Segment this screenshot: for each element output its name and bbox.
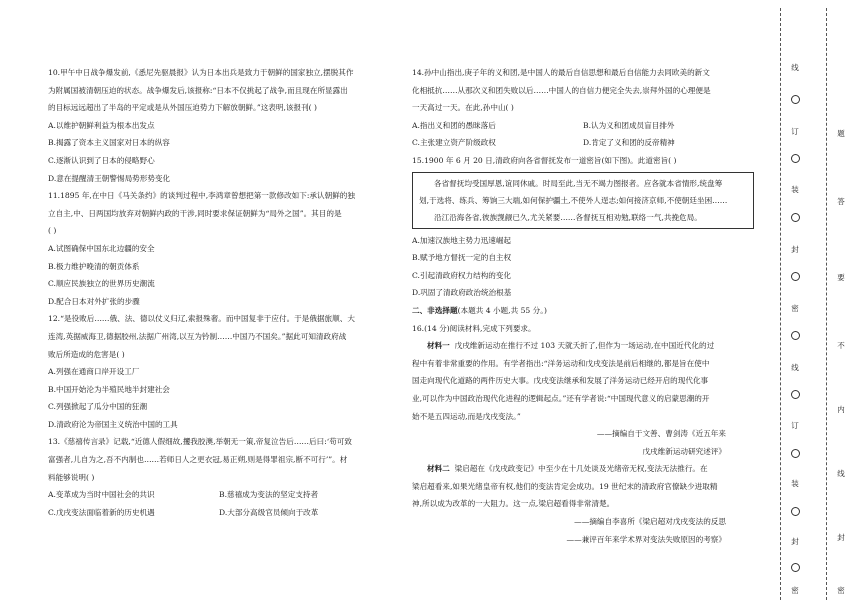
option-c: C.戊戌变法面临着新的历史机遇 [48,507,155,517]
section-title: 二、非选择题 [412,305,458,315]
right-column [412,64,754,548]
question-text: 连湾,英据威海卫,德据胶州,法据广州湾,以互为钤制……中国乃不国矣。”据此可知清政府战 [48,331,347,341]
option-a: A.变革成为当时中国社会的共识 [48,490,155,500]
binding-char: 封 [791,537,799,546]
source-citation: 戊戌维新运动研究述评》 [642,446,726,456]
question-12 [48,310,390,433]
binding-circle [791,95,800,104]
binding-line-inner [826,8,827,600]
binding-line-outer [780,8,781,600]
binding-char: 装 [791,479,799,488]
question-text: 富强者,儿自为之,吾不内制也……若师日人之更衣冠,易正朔,则是得罪祖宗,断不可行’”。材 [48,455,348,465]
question-15 [412,152,754,302]
option-a: A.以维护朝鲜利益为根本出发点 [48,120,155,130]
edict-text: 划,于选将、练兵、筹饷三大端,如何保护疆土,不使外人逞志;如何接济京师,不使朝廷坐困…… [419,195,728,205]
material-tag: 材料一 [427,341,450,351]
material-text: 戊戌维新运动在推行不过 103 天就夭折了,但作为一场运动,在中国近代化的过 [454,341,715,351]
question-text: 11.1895 年,在中日《马关条约》的谈判过程中,李鸿章曾想把第一款修改如下:承认朝鲜的独 [48,191,355,201]
material-text: 程中有着非常重要的作用。有学者指出:“洋务运动和戊戌变法是前后相继的,都是旨在使中 [412,358,710,368]
binding-char: 线 [837,469,845,478]
binding-char: 线 [791,63,799,72]
binding-char: 封 [791,245,799,254]
binding-circle [791,390,800,399]
question-intro: 16.(14 分)阅读材料,完成下列要求。 [412,323,536,333]
option-c: C.主张建立资产阶级政权 [412,138,496,148]
binding-char: 题 [837,129,845,138]
material-tag: 材料二 [427,464,450,474]
option-b: B.极力维护晚清的朝贡体系 [48,261,140,271]
binding-char: 密 [791,586,799,595]
binding-char: 封 [837,533,845,542]
binding-char: 答 [837,197,845,206]
binding-char: 线 [791,363,799,372]
option-b: B.认为义和团成员盲目排外 [583,120,675,130]
material-text: 神,所以成为改革的一大阻力。这一点,梁启超看得非常清楚。 [412,499,615,509]
option-d: D.配合日本对外扩张的步骤 [48,296,140,306]
material-text: 国走向现代化道路的两件历史大事。戊戌变法继承和发展了洋务运动已经开启的现代化事 [412,376,709,386]
option-row [412,117,754,135]
option-c: C.顺应民族独立的世界历史潮流 [48,279,155,289]
material-two-first-line [412,460,754,478]
option-a: A.指出义和团的愚昧落后 [412,120,496,130]
question-text: 的目标远远超出了半岛的平定或是从外国压迫势力下解放朝鲜。”这表明,该报刊( ) [48,103,318,113]
question-text: ( ) [48,226,57,236]
binding-circle [791,272,800,281]
binding-circle [791,154,800,163]
option-row [48,504,390,522]
option-row [412,134,754,152]
binding-circle [791,213,800,222]
option-d: D.巩固了清政府政治统治根基 [412,288,512,298]
left-column [48,64,390,521]
question-text: 为附属国被清朝压迫的状态。战争爆发后,该报称:“日本不仅挑起了战争,而且现在所显露出 [48,85,348,95]
question-text: 12.“是役败后……俄、法、德以仗义归辽,索报殊奢。而中国复非于应付。于是俄据旅顺、大 [48,314,355,324]
option-b: B.慈禧成为变法的坚定支持者 [219,490,319,500]
binding-char: 不 [837,341,845,350]
edict-text: 各省督抚均受国厚恩,谊同休戚。时局至此,当无不竭力图报者。应各就本省情形,统盘筹 [434,178,723,188]
option-c: C.引起清政府权力结构的变化 [412,270,512,280]
option-row [48,486,390,504]
binding-char: 订 [791,421,799,430]
option-b: B.赋予地方督抚一定的自主权 [412,253,512,263]
material-text: 业,可以作为中国政治现代化进程的逻辑起点。”还有学者说:“中国现代意义的启蒙思潮的开 [412,393,710,403]
option-b: B.揭露了资本主义国家对日本的纵容 [48,138,170,148]
option-a: A.试图确保中国东北边疆的安全 [48,243,155,253]
question-text: 一天高过一天。在此,孙中山( ) [412,103,514,113]
section-desc: (本题共 4 小题,共 55 分。) [457,305,548,315]
source-citation: ——摘编自李喜所《梁启超对戊戌变法的反思 [574,517,726,527]
question-10 [48,64,390,187]
material-text: 始不是五四运动,而是戊戌变法。” [412,411,521,421]
question-text: 10.甲午中日战争爆发前,《悉尼先驱晨报》认为日本出兵是致力于朝鲜的国家独立,摆脱其作 [48,68,354,77]
question-text: 立自主,中、日两国均放弃对朝鲜内政的干涉,同时要求保证朝鲜为“局外之国”。其目的是 [48,208,342,218]
binding-char: 要 [837,273,845,282]
option-d: D.清政府沦为帝国主义统治中国的工具 [48,419,178,429]
material-text: 梁启超看来,如果光绪皇帝有权,他们的变法肯定会成功。19 世纪末的清政府官僚缺少进取精 [412,481,718,491]
binding-char: 内 [837,405,845,414]
edict-text: 沿江沿海各省,彼族觊觎已久,尤关紧要……各督抚互相劝勉,联络一气,共挽危局。 [434,212,702,222]
binding-char: 密 [791,304,799,313]
source-citation: ——兼评百年来学术界对变法失败原因的考察》 [566,534,726,544]
binding-char: 密 [837,586,845,595]
material-text: 梁启超在《戊戌政变记》中至少在十几处谈及光绪帝无权,变法无法推行。在 [454,464,708,474]
binding-circle [791,507,800,516]
option-b: B.中国开始沦为半殖民地半封建社会 [48,384,170,394]
section-heading [412,302,754,320]
option-c: C.逐渐认识到了日本的侵略野心 [48,155,155,165]
question-text: 化相抵抗……从那次义和团失败以后……中国人的自信力便完全失去,崇拜外国的心理便是 [412,85,711,95]
question-13 [48,433,390,521]
binding-circle [791,331,800,340]
question-text: 料能够说明( ) [48,472,95,482]
question-text: 败后所造成的危害是( ) [48,349,125,359]
option-d: D.肯定了义和团的反帝精神 [583,138,675,148]
option-c: C.列强掀起了瓜分中国的狂潮 [48,402,148,412]
binding-circle [791,563,800,572]
question-text: 13.《慈禧传言录》记载,“近德人假细故,攫我胶澳,举朝无一策,帝复泣告后……后曰:‘苟可致 [48,437,352,447]
question-text: 15.1900 年 6 月 20 日,清政府向各省督抚发布一道密旨(如下图)。此道密旨( ) [412,155,677,165]
question-11 [48,187,390,310]
material-one-first-line [412,337,754,355]
option-d: D.意在提醒清王朝警惕局势形势变化 [48,173,171,183]
binding-circle [791,449,800,458]
option-a: A.加速汉族地主势力迅速崛起 [412,235,512,245]
question-14 [412,64,754,152]
binding-char: 装 [791,185,799,194]
source-citation: ——摘编自于文善、曹剑涛《近五年来 [596,429,726,439]
question-text: 14.孙中山指出,庚子年的义和团,是中国人的最后自信思想和最后自信能力去同欧美的新文 [412,68,710,77]
binding-char: 订 [791,127,799,136]
option-d: D.大部分高级官员倾向于改革 [219,507,319,517]
edict-box [412,172,754,229]
question-16 [412,320,754,549]
option-a: A.列强在通商口岸开设工厂 [48,367,140,377]
